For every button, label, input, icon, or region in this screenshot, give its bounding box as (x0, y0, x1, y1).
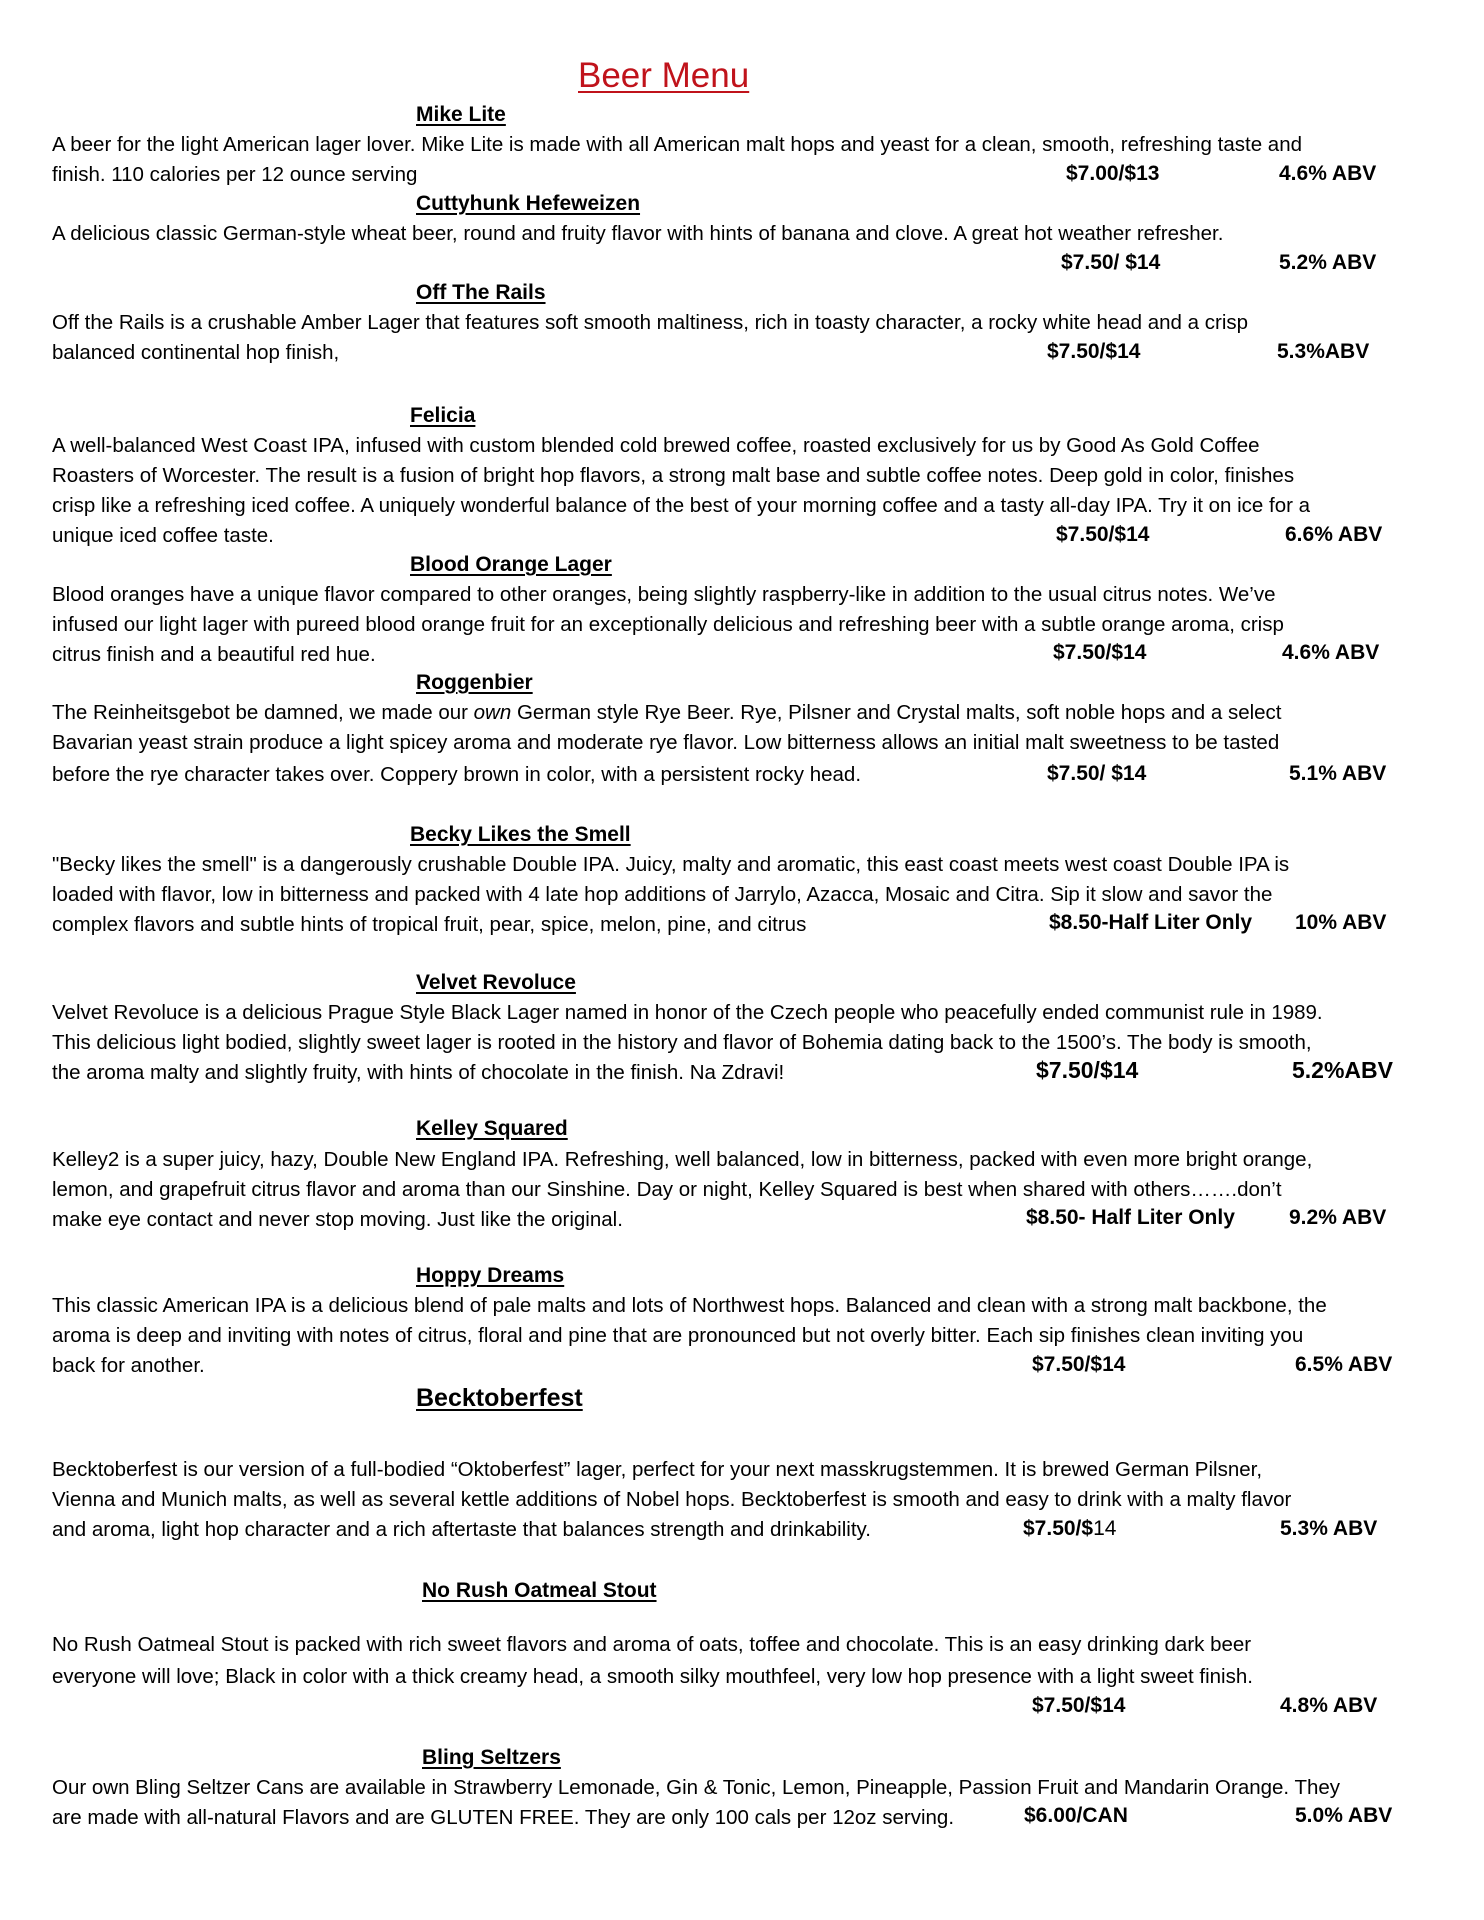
beer-price-off-the-rails: $7.50/$14 (1047, 340, 1141, 363)
beer-name-no-rush-oatmeal-stout: No Rush Oatmeal Stout (422, 1579, 657, 1602)
description-line: Off the Rails is a crushable Amber Lager that features soft smooth maltiness, rich in toasty character, a rocky white head and a crisp (52, 311, 1249, 334)
description-line: "Becky likes the smell" is a dangerously crushable Double IPA. Juicy, malty and aromatic, this east coast meets west coast Double IPA is (52, 853, 1290, 876)
description-line: Roasters of Worcester. The result is a fusion of bright hop flavors, a strong malt base and subtle coffee notes. Deep gold in color, finishes (52, 464, 1295, 487)
description-line: before the rye character takes over. Coppery brown in color, with a persistent rocky head. (52, 763, 862, 786)
beer-price-felicia: $7.50/$14 (1056, 523, 1150, 546)
beer-name-becky-likes-the-smell: Becky Likes the Smell (410, 823, 631, 846)
beer-name-roggenbier: Roggenbier (416, 671, 533, 694)
beer-abv-mike-lite: 4.6% ABV (1279, 162, 1377, 185)
beer-abv-bling-seltzers: 5.0% ABV (1295, 1804, 1393, 1827)
beer-price-becky-likes-the-smell: $8.50-Half Liter Only (1049, 911, 1253, 934)
beer-abv-hoppy-dreams: 6.5% ABV (1295, 1353, 1393, 1376)
description-line: are made with all-natural Flavors and are GLUTEN FREE. They are only 100 cals per 12oz serving. (52, 1806, 955, 1829)
beer-abv-becktoberfest: 5.3% ABV (1280, 1517, 1378, 1540)
beer-abv-felicia: 6.6% ABV (1285, 523, 1383, 546)
description-line: crisp like a refreshing iced coffee. A uniquely wonderful balance of the best of your morning coffee and a tasty all-day IPA. Try it on ice for a (52, 494, 1311, 517)
description-line: This classic American IPA is a delicious blend of pale malts and lots of Northwest hops. Balanced and clean with a strong malt backbone, the (52, 1294, 1327, 1317)
beer-abv-roggenbier: 5.1% ABV (1289, 762, 1387, 785)
beer-price-blood-orange-lager: $7.50/$14 (1053, 641, 1147, 664)
beer-price-mike-lite: $7.00/$13 (1066, 162, 1160, 185)
description-line: balanced continental hop finish, (52, 341, 340, 364)
description-line (52, 698, 1282, 728)
description-line: citrus finish and a beautiful red hue. (52, 643, 376, 666)
beer-name-bling-seltzers: Bling Seltzers (422, 1746, 561, 1769)
beer-name-mike-lite: Mike Lite (416, 103, 506, 126)
beer-description-hoppy-dreams (52, 1291, 1327, 1381)
beer-name-hoppy-dreams: Hoppy Dreams (416, 1264, 565, 1287)
description-line: make eye contact and never stop moving. Just like the original. (52, 1208, 623, 1231)
beer-price-becktoberfest (1023, 1517, 1116, 1541)
description-line: aroma is deep and inviting with notes of citrus, floral and pine that are pronounced but not overly bitter. Each sip finishes clean inviting you (52, 1324, 1304, 1347)
description-line: complex flavors and subtle hints of tropical fruit, pear, spice, melon, pine, and citrus (52, 913, 807, 936)
description-line: everyone will love; Black in color with a thick creamy head, a smooth silky mouthfeel, very low hop presence with a light sweet finish. (52, 1665, 1253, 1688)
description-line: infused our light lager with pureed blood orange fruit for an exceptionally delicious and refreshing beer with a subtle orange aroma, crisp (52, 613, 1284, 636)
description-line: Velvet Revoluce is a delicious Prague Style Black Lager named in honor of the Czech people who peacefully ended communist rule in 1989. (52, 1001, 1323, 1024)
beer-price-hoppy-dreams: $7.50/$14 (1032, 1353, 1126, 1376)
description-line: Becktoberfest is our version of a full-bodied “Oktoberfest” lager, perfect for your next masskrugstemmen. It is brewed German Pilsner, (52, 1458, 1263, 1481)
menu-title: Beer Menu (578, 56, 750, 95)
description-line: A well-balanced West Coast IPA, infused with custom blended cold brewed coffee, roasted exclusively for us by Good As Gold Coffee (52, 434, 1260, 457)
beer-price-velvet-revoluce: $7.50/$14 (1036, 1057, 1139, 1083)
description-line: Our own Bling Seltzer Cans are available in Strawberry Lemonade, Gin & Tonic, Lemon, Pineapple, Passion Fruit and Mandarin Orange. They (52, 1776, 1341, 1799)
description-line: unique iced coffee taste. (52, 524, 274, 547)
beer-description-bling-seltzers (52, 1773, 1340, 1833)
beer-name-felicia: Felicia (410, 404, 476, 427)
beer-name-kelley-squared: Kelley Squared (416, 1117, 568, 1140)
beer-abv-no-rush-oatmeal-stout: 4.8% ABV (1280, 1694, 1378, 1717)
price-regular-part: 14 (1093, 1517, 1117, 1540)
beer-name-off-the-rails: Off The Rails (416, 281, 546, 304)
description-line: and aroma, light hop character and a rich aftertaste that balances strength and drinkability. (52, 1518, 871, 1541)
description-line: finish. 110 calories per 12 ounce serving (52, 163, 418, 186)
beer-description-no-rush-oatmeal-stout (52, 1629, 1253, 1693)
beer-abv-off-the-rails: 5.3%ABV (1277, 340, 1370, 363)
description-emphasis: own (473, 701, 512, 724)
description-line: Vienna and Munich malts, as well as several kettle additions of Nobel hops. Becktoberfest is smooth and easy to drink with a malty flavor (52, 1488, 1292, 1511)
description-line: A beer for the light American lager lover. Mike Lite is made with all American malt hops and yeast for a clean, smooth, refreshing taste and (52, 133, 1302, 156)
description-line: A delicious classic German-style wheat beer, round and fruity flavor with hints of banana and clove. A great hot weather refresher. (52, 222, 1224, 245)
beer-price-roggenbier: $7.50/ $14 (1047, 762, 1147, 785)
description-line: No Rush Oatmeal Stout is packed with rich sweet flavors and aroma of oats, toffee and chocolate. This is an easy drinking dark beer (52, 1633, 1252, 1656)
beer-price-kelley-squared: $8.50- Half Liter Only (1026, 1206, 1235, 1229)
description-line: lemon, and grapefruit citrus flavor and aroma than our Sinshine. Day or night, Kelley Squared is best when shared with others…….don’t (52, 1178, 1282, 1201)
beer-name-becktoberfest: Becktoberfest (416, 1384, 583, 1412)
description-line: the aroma malty and slightly fruity, with hints of chocolate in the finish. Na Zdravi! (52, 1061, 785, 1084)
description-line: Bavarian yeast strain produce a light spicey aroma and moderate rye flavor. Low bitterness allows an initial malt sweetness to be tasted (52, 731, 1280, 754)
beer-name-velvet-revoluce: Velvet Revoluce (416, 971, 576, 994)
beer-abv-velvet-revoluce: 5.2%ABV (1292, 1057, 1393, 1083)
beer-name-cuttyhunk-hefeweizen: Cuttyhunk Hefeweizen (416, 192, 641, 215)
description-text: German style Rye Beer. Rye, Pilsner and Crystal malts, soft noble hops and a select (511, 701, 1282, 724)
price-bold-part: $7.50/$ (1023, 1517, 1094, 1540)
beer-abv-blood-orange-lager: 4.6% ABV (1282, 641, 1380, 664)
beer-description-cuttyhunk-hefeweizen (52, 219, 1223, 249)
beer-price-no-rush-oatmeal-stout: $7.50/$14 (1032, 1694, 1126, 1717)
beer-price-bling-seltzers: $6.00/CAN (1024, 1804, 1128, 1827)
description-line: loaded with flavor, low in bitterness and packed with 4 late hop additions of Jarrylo, Azacca, Mosaic and Citra. Sip it slow and savor the (52, 883, 1273, 906)
description-line: Blood oranges have a unique flavor compared to other oranges, being slightly raspberry-like in addition to the usual citrus notes. We’ve (52, 583, 1276, 606)
beer-price-cuttyhunk-hefeweizen: $7.50/ $14 (1061, 251, 1161, 274)
beer-abv-kelley-squared: 9.2% ABV (1289, 1206, 1387, 1229)
beer-abv-becky-likes-the-smell: 10% ABV (1295, 911, 1387, 934)
description-text: The Reinheitsgebot be damned, we made our (52, 701, 474, 724)
description-line: back for another. (52, 1354, 205, 1377)
beer-name-blood-orange-lager: Blood Orange Lager (410, 553, 612, 576)
beer-abv-cuttyhunk-hefeweizen: 5.2% ABV (1279, 251, 1377, 274)
description-line: This delicious light bodied, slightly sweet lager is rooted in the history and flavor of Bohemia dating back to the 1500’s. The body is smooth, (52, 1031, 1312, 1054)
description-line: Kelley2 is a super juicy, hazy, Double New England IPA. Refreshing, well balanced, low in bitterness, packed with even more bright orange, (52, 1148, 1313, 1171)
